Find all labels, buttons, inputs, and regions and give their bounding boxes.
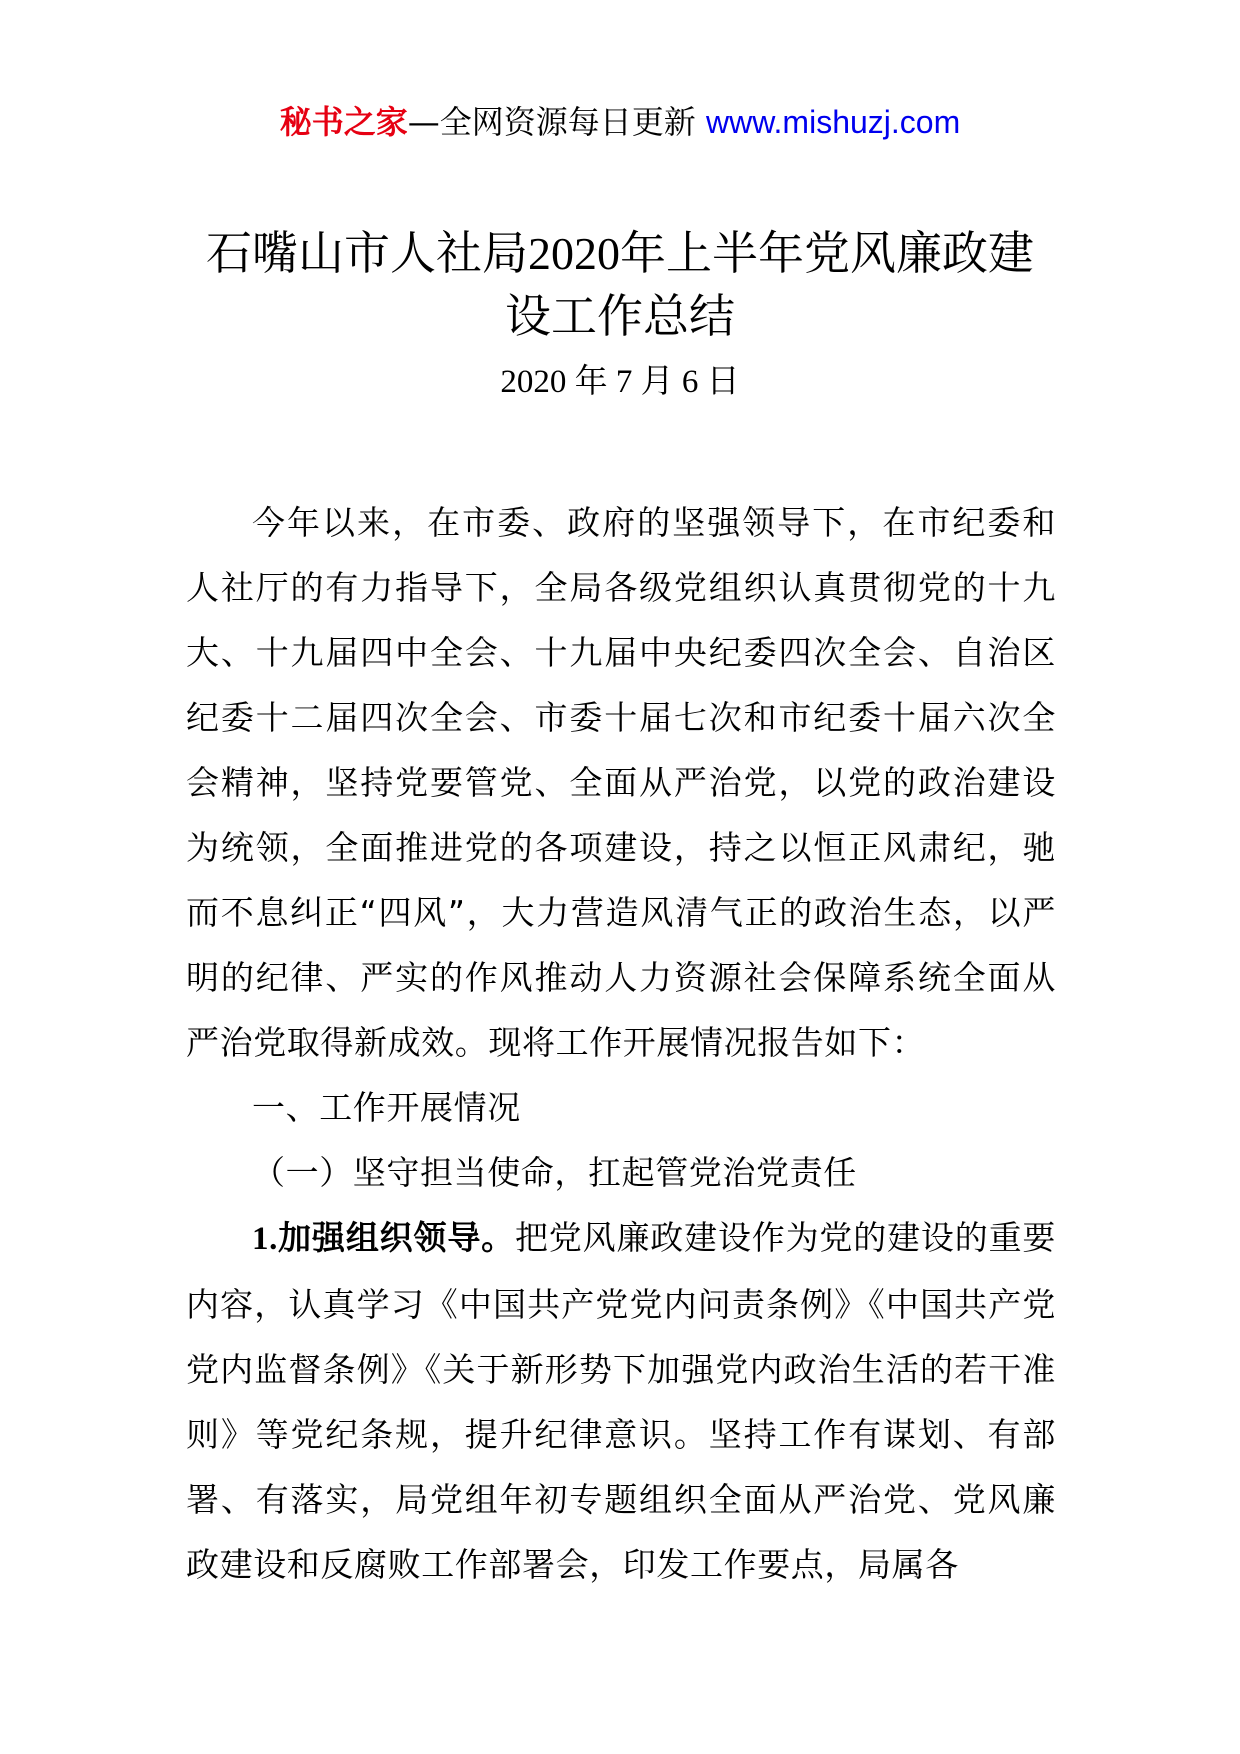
intro-paragraph: 今年以来，在市委、政府的坚强领导下，在市纪委和人社厅的有力指导下，全局各级党组织认真贯彻党的十九大、十九届四中全会、十九届中央纪委四次全会、自治区纪委十二届四次全会、市委十届七次和市纪委十届六次全会精神，坚持党要管党、全面从严治党，以党的政治建设为统领，全面推进党的各项建设，持之以恒正风肃纪，驰而不息纠正“四风”，大力营造风清气正的政治生态，以严明的纪律、严实的作风推动人力资源社会保障系统全面从严治党取得新成效。现将工作开展情况报告如下： xyxy=(186,503,1056,1062)
document-date: 2020 年 7 月 6 日 xyxy=(500,364,740,400)
site-url-link[interactable]: www.mishuzj.com xyxy=(705,104,961,140)
header-dash: — xyxy=(407,103,440,141)
title-year: 2020 xyxy=(528,228,620,279)
item-1-paragraph xyxy=(186,1205,1056,1597)
item-1-number: 1. xyxy=(252,1221,278,1257)
item-1-title: 加强组织领导。 xyxy=(277,1218,515,1257)
title-part-a: 石嘴山市人社局 xyxy=(206,226,528,280)
document-title xyxy=(150,222,1090,347)
item-1-text: 把党风廉政建设作为党的建设的重要内容，认真学习《中国共产党党内问责条例》《中国共产党党内监督条例》《关于新形势下加强党内政治生活的若干准则》等党纪条规，提升纪律意识。坚持工作有谋划、有部署、有落实，局党组年初专题组织全面从严治党、党风廉政建设和反腐败工作部署会，印发工作要点，局属各 xyxy=(186,1218,1056,1584)
item-1-heading xyxy=(252,1218,515,1257)
title-part-b: 年上半年党风廉政建 xyxy=(620,226,1034,280)
section-heading: 一、工作开展情况 xyxy=(252,1088,521,1127)
subsection-heading: （一）坚守担当使命，扛起管党治党责任 xyxy=(252,1153,857,1192)
header-slogan: 全网资源每日更新 xyxy=(439,103,706,141)
brand-name: 秘书之家 xyxy=(279,103,408,141)
title-line-2: 设工作总结 xyxy=(505,289,735,343)
document-body xyxy=(186,490,1056,1597)
site-header xyxy=(0,100,1240,144)
